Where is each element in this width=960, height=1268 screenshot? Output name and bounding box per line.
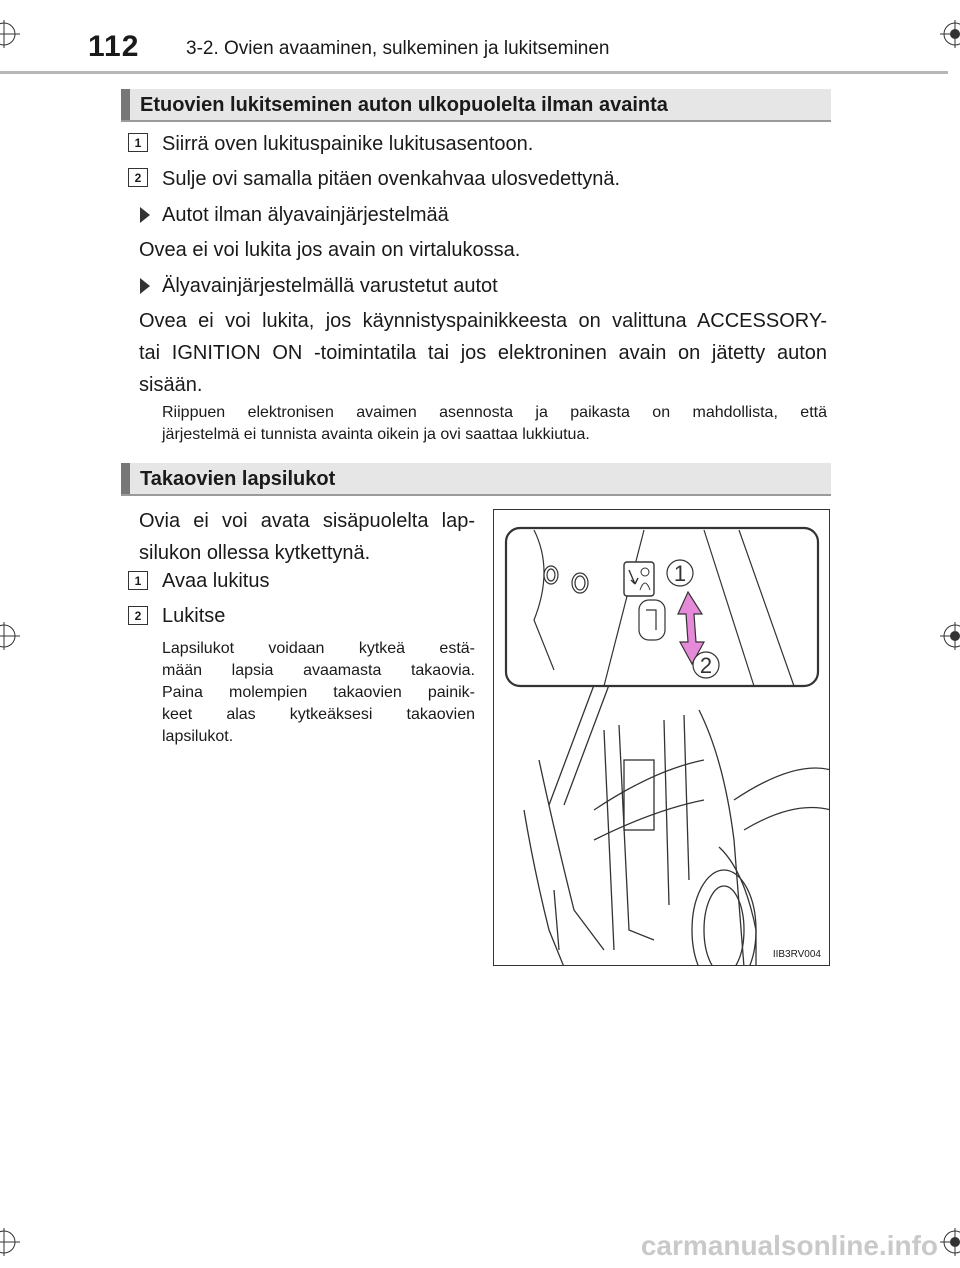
page-number: 112 xyxy=(88,30,140,63)
note-line-2: järjestelmä ei tunnista avainta oikein ja ovi saattaa lukkiutua. xyxy=(162,426,590,443)
step-text-2: Sulje ovi samalla pitäen ovenkahvaa ulosvedettynä. xyxy=(162,168,621,190)
child-lock-illustration xyxy=(493,509,830,966)
section-title: Etuovien lukitseminen auton ulkopuolelta ilman avainta xyxy=(140,94,668,116)
sub1-text: Ovea ei voi lukita jos avain on virtalukossa. xyxy=(139,239,521,261)
item-badge-1: 1 xyxy=(128,571,148,590)
step-text-1: Siirrä oven lukituspainike lukitusasentoon. xyxy=(162,133,534,155)
callout-1: 1 xyxy=(673,561,687,586)
step-badge-1: 1 xyxy=(128,133,148,152)
section-heading-front-doors xyxy=(121,89,831,122)
item-text-unlock: Avaa lukitus xyxy=(162,570,270,592)
item-badge-2: 2 xyxy=(128,606,148,625)
section-heading-child-locks xyxy=(121,463,831,496)
sub2-line-3: sisään. xyxy=(139,374,203,396)
door-drawing xyxy=(494,510,830,966)
section-title: Takaovien lapsilukot xyxy=(140,468,336,490)
child-lock-note xyxy=(162,638,475,748)
cl-note-line-2: mään lapsia avaamasta takaovia. xyxy=(162,662,475,679)
subheading-no-smart-key: Autot ilman älyavainjärjestelmää xyxy=(162,204,449,226)
sub2-paragraph xyxy=(139,305,827,401)
sub2-line-2: tai IGNITION ON -toimintatila tai jos elektroninen avain on jätetty auton xyxy=(139,342,827,364)
cl-note-line-4: keet alas kytkeäksesi takaovien xyxy=(162,706,475,723)
section-accent xyxy=(121,463,130,494)
cl-note-line-3: Paina molempien takaovien painik- xyxy=(162,684,475,701)
item-text-lock: Lukitse xyxy=(162,605,226,627)
note-line-1: Riippuen elektronisen avaimen asennosta ja paikasta on mahdollista, että xyxy=(162,404,827,421)
subheading-smart-key: Älyavainjärjestelmällä varustetut autot xyxy=(162,275,498,297)
step-badge-2: 2 xyxy=(128,168,148,187)
note-smart-key xyxy=(162,402,827,446)
child-lock-intro xyxy=(139,505,475,569)
intro-line-1: Ovia ei voi avata sisäpuolelta lap- xyxy=(139,510,475,532)
watermark: carmanualsonline.info xyxy=(640,1230,938,1261)
cl-note-line-5: lapsilukot. xyxy=(162,728,234,745)
sub2-line-1: Ovea ei voi lukita, jos käynnistyspainikkeesta on valittuna ACCESSORY- xyxy=(139,310,827,332)
chapter-title: 3-2. Ovien avaaminen, sulkeminen ja lukitseminen xyxy=(186,38,610,59)
header-divider xyxy=(0,71,948,74)
figure-code: IIB3RV004 xyxy=(772,949,821,960)
triangle-bullet-icon xyxy=(140,207,150,223)
cl-note-line-1: Lapsilukot voidaan kytkeä estä- xyxy=(162,640,475,657)
triangle-bullet-icon xyxy=(140,278,150,294)
callout-2: 2 xyxy=(699,653,713,678)
intro-line-2: silukon ollessa kytkettynä. xyxy=(139,542,371,564)
section-accent xyxy=(121,89,130,120)
